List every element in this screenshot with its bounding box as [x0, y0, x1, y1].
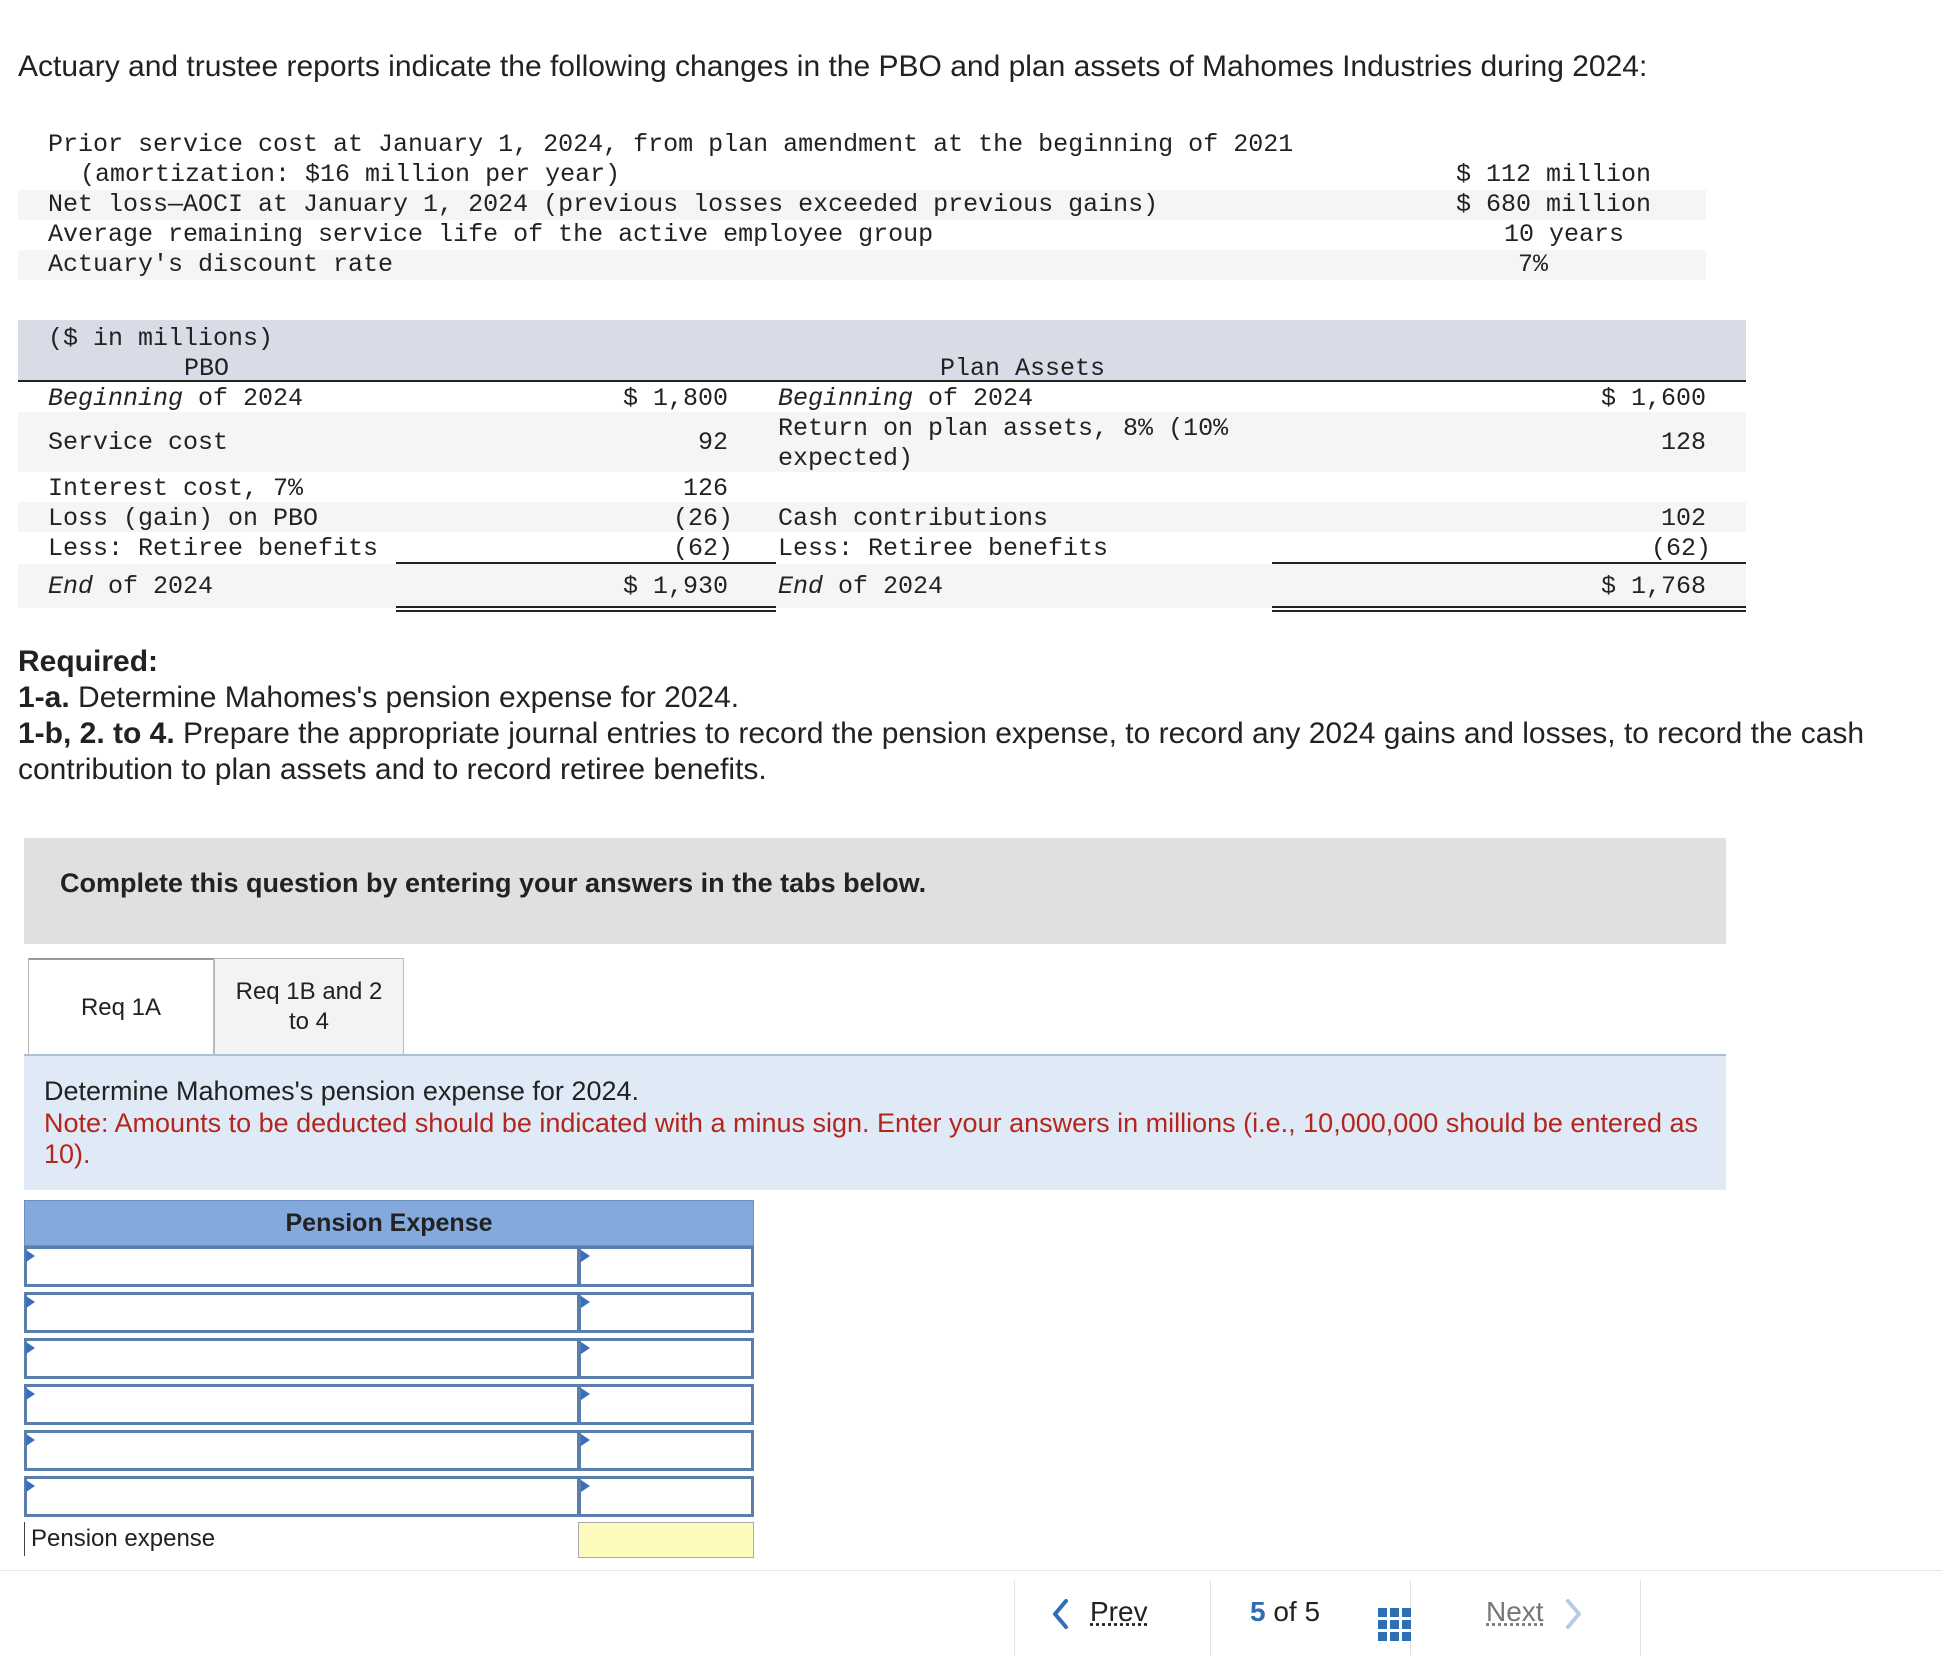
dropdown-marker-icon — [581, 1296, 590, 1308]
pension-item-amount-input[interactable] — [578, 1384, 754, 1425]
chevron-right-icon — [1562, 1597, 1584, 1631]
pension-item-amount-input[interactable] — [578, 1476, 754, 1517]
instruction-main: Determine Mahomes's pension expense for 2024. — [44, 1076, 639, 1106]
next-label: Next — [1486, 1596, 1544, 1627]
intro-text: Actuary and trustee reports indicate the following changes in the PBO and plan assets of Mahomes Industries during 2024: — [18, 50, 1648, 83]
pbo-row-service-cost-label: Service cost — [48, 428, 229, 457]
nav-separator — [1014, 1580, 1015, 1656]
tab-req-1b-2-4-label: Req 1B and 2 to 4 — [235, 978, 383, 1035]
instruction-note: Note: Amounts to be deducted should be indicated with a minus sign. Enter your answers in millions (i.e., 10,000,000 should be entered as 10). — [44, 1108, 1698, 1169]
units-label: ($ in millions) — [48, 324, 274, 353]
assets-row-retiree-value: (62) — [1650, 534, 1711, 563]
pension-item-amount-input[interactable] — [578, 1338, 754, 1379]
dropdown-marker-icon — [26, 1434, 35, 1446]
given-line-prior-service: Prior service cost at January 1, 2024, from plan amendment at the beginning of 2021 — [48, 130, 1294, 159]
given-line-service-life: Average remaining service life of the active employee group — [48, 220, 934, 249]
given-value-service-life: 10 years — [1504, 220, 1625, 249]
assets-row-end-value: $ 1,768 — [1600, 572, 1706, 601]
page-of: of — [1273, 1596, 1297, 1627]
given-line-net-loss: Net loss—AOCI at January 1, 2024 (previous losses exceeded previous gains) — [48, 190, 1159, 219]
pbo-row-end-value: $ 1,930 — [622, 572, 728, 601]
pension-expense-header: Pension Expense — [24, 1200, 754, 1246]
chevron-left-icon — [1050, 1597, 1072, 1631]
assets-row-contributions-value: 102 — [1660, 504, 1706, 533]
pension-item-label-input[interactable] — [24, 1292, 580, 1333]
assets-row-return-label-2: expected) — [778, 444, 914, 473]
pension-item-label-input[interactable] — [24, 1338, 580, 1379]
page-total: 5 — [1304, 1596, 1321, 1627]
given-line-discount-rate: Actuary's discount rate — [48, 250, 394, 279]
given-line-amortization: (amortization: $16 million per year) — [80, 160, 621, 189]
dropdown-marker-icon — [26, 1388, 35, 1400]
pension-item-amount-input[interactable] — [578, 1430, 754, 1471]
pbo-row-interest-label: Interest cost, 7% — [48, 474, 304, 503]
dropdown-marker-icon — [26, 1480, 35, 1492]
pbo-row-retiree-value: (62) — [672, 534, 733, 563]
assets-row-end-label: End of 2024 — [778, 572, 944, 601]
dropdown-marker-icon — [581, 1342, 590, 1354]
assets-row-contributions-label: Cash contributions — [778, 504, 1049, 533]
pbo-row-loss-gain-label: Loss (gain) on PBO — [48, 504, 319, 533]
assets-row-beginning-label: Beginning of 2024 — [778, 384, 1034, 413]
dropdown-marker-icon — [581, 1434, 590, 1446]
dropdown-marker-icon — [26, 1250, 35, 1262]
required-1a: 1-a. Determine Mahomes's pension expense for 2024. — [18, 681, 740, 714]
tab-instructions — [24, 1054, 1726, 1190]
pension-item-label-input[interactable] — [24, 1246, 580, 1287]
pension-item-label-input[interactable] — [24, 1430, 580, 1471]
pbo-subtotal-rule — [396, 562, 776, 564]
pbo-header: PBO — [184, 354, 230, 383]
page-current: 5 — [1250, 1596, 1266, 1627]
pbo-row-interest-value: 126 — [682, 474, 728, 503]
tab-req-1a-label: Req 1A — [80, 994, 162, 1021]
pension-expense-total-value — [578, 1522, 754, 1558]
dropdown-marker-icon — [581, 1250, 590, 1262]
page-indicator — [1250, 1596, 1320, 1672]
prev-label: Prev — [1090, 1596, 1148, 1627]
pbo-row-loss-gain-value: (26) — [672, 504, 733, 533]
dropdown-marker-icon — [26, 1296, 35, 1308]
assets-row-return-label: Return on plan assets, 8% (10% — [778, 414, 1229, 443]
given-value-net-loss: $ 680 million — [1456, 190, 1652, 219]
tab-req-1a[interactable] — [28, 958, 214, 1056]
dropdown-marker-icon — [26, 1342, 35, 1354]
nav-separator — [1210, 1580, 1211, 1656]
footer-divider — [0, 1570, 1942, 1571]
dropdown-marker-icon — [581, 1388, 590, 1400]
plan-assets-header: Plan Assets — [940, 354, 1106, 383]
assets-subtotal-rule — [1272, 562, 1746, 564]
required-heading: Required: — [18, 645, 159, 678]
instruction-banner — [24, 838, 1726, 944]
required-1b-4: 1-b, 2. to 4. Prepare the appropriate journal entries to record the pension expense, to record any 2024 gains and losses, to record the cash contribution to plan assets and to record retiree benefits. — [18, 717, 1865, 786]
nav-separator — [1640, 1580, 1641, 1656]
pension-item-label-input[interactable] — [24, 1384, 580, 1425]
assets-row-return-value: 128 — [1660, 428, 1706, 457]
pbo-row-beginning-value: $ 1,800 — [622, 384, 728, 413]
prev-button[interactable] — [1050, 1596, 1148, 1672]
assets-row-beginning-value: $ 1,600 — [1600, 384, 1706, 413]
dropdown-marker-icon — [581, 1480, 590, 1492]
grid-menu-icon[interactable] — [1378, 1608, 1412, 1647]
pension-item-amount-input[interactable] — [578, 1292, 754, 1333]
pbo-row-retiree-label: Less: Retiree benefits — [48, 534, 379, 563]
banner-text: Complete this question by entering your answers in the tabs below. — [60, 868, 927, 898]
pbo-row-service-cost-value: 92 — [697, 428, 728, 457]
pension-item-label-input[interactable] — [24, 1476, 580, 1517]
pension-item-amount-input[interactable] — [578, 1246, 754, 1287]
given-value-prior-service: $ 112 million — [1456, 160, 1652, 189]
given-value-discount-rate: 7% — [1518, 250, 1549, 279]
pension-expense-total-label: Pension expense — [24, 1522, 578, 1556]
assets-row-retiree-label: Less: Retiree benefits — [778, 534, 1109, 563]
pbo-row-beginning-label: Beginning of 2024 — [48, 384, 304, 413]
pbo-row-end-label: End of 2024 — [48, 572, 214, 601]
tab-req-1b-2-4[interactable] — [214, 958, 404, 1055]
required-section — [18, 644, 1918, 788]
next-button[interactable] — [1486, 1596, 1584, 1672]
